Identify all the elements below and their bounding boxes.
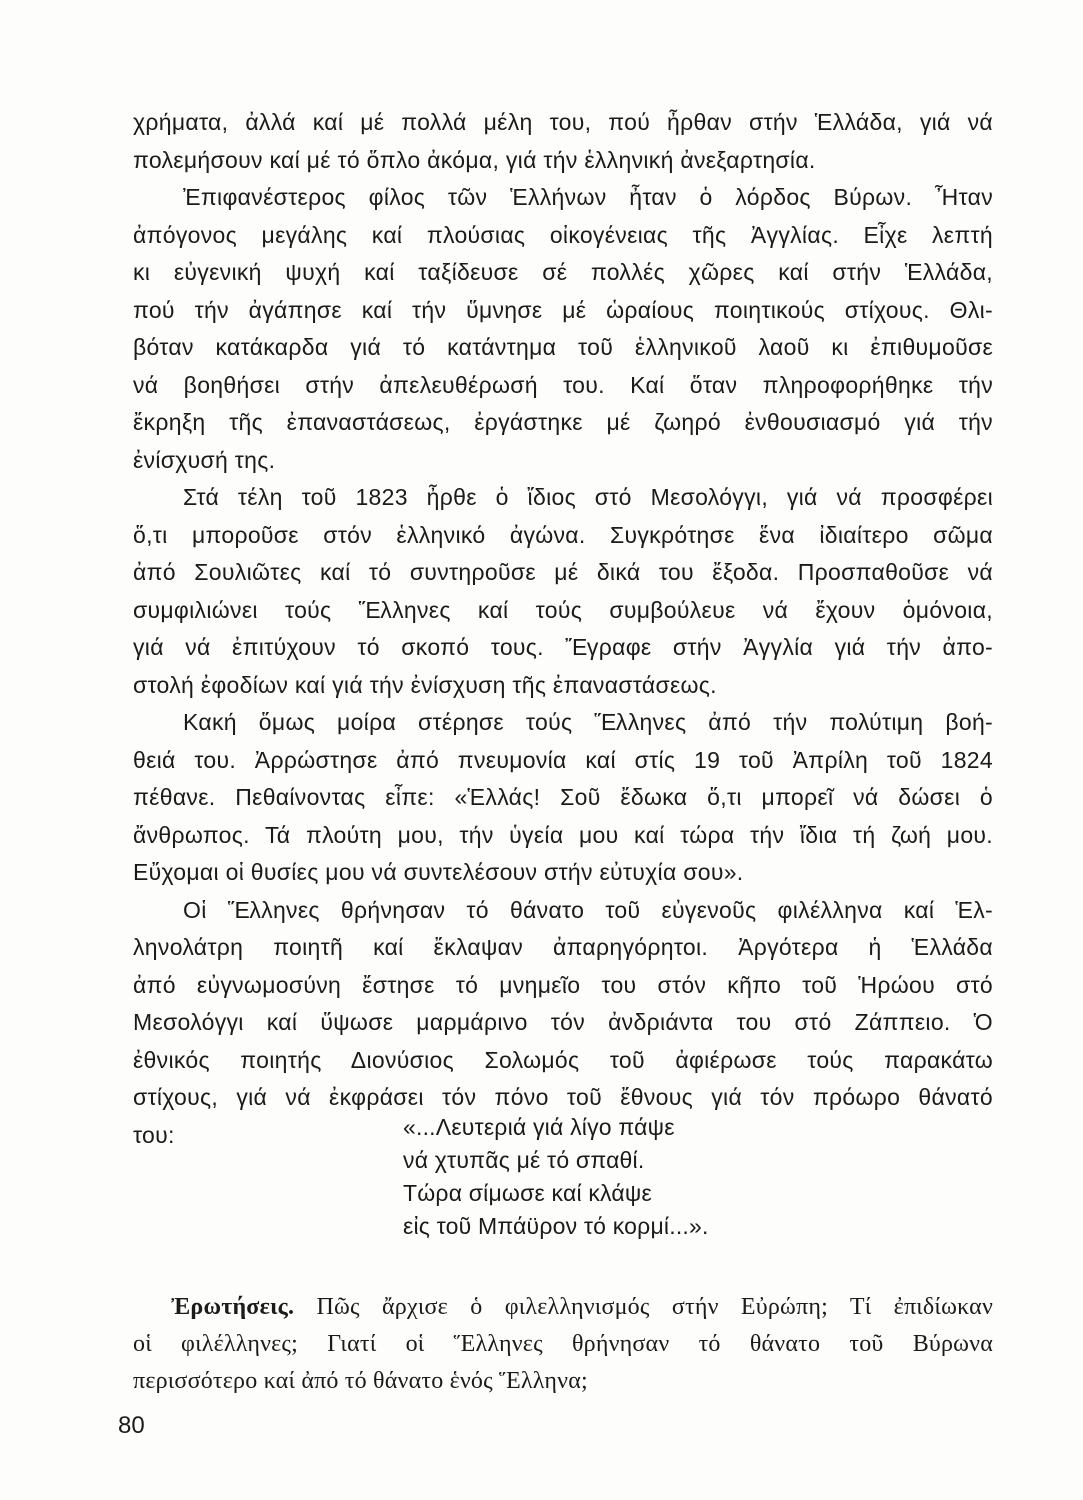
text-line: ἐνίσχυσή της. — [133, 446, 276, 473]
text-line: πολεμήσουν καί μέ τό ὅπλο ἀκόμα, γιά τήν ἑλληνική ἀνεξαρτησία. — [133, 146, 816, 173]
questions-line: περισσότερο καί ἀπό τό θάνατο ἑνός Ἕλληνα; — [133, 1368, 588, 1394]
text-line: κι εὐγενική ψυχή καί ταξίδευσε σέ πολλές χῶρες καί στήν Ἑλλάδα, — [133, 259, 993, 285]
text-line: Ἐπιφανέστερος φίλος τῶν Ἑλλήνων ἦταν ὁ λόρδος Βύρων. Ἦταν — [183, 184, 993, 210]
text-line: ἀπό εὐγνωμοσύνη ἔστησε τό μνημεῖο του στόν κῆπο τοῦ Ἡρώου στό — [133, 971, 993, 998]
text-line: πού τήν ἀγάπησε καί τήν ὕμνησε μέ ὡραίους ποιητικούς στίχους. Θλι- — [133, 296, 993, 323]
text-line: στολή ἐφοδίων καί γιά τήν ἐνίσχυση τῆς ἐπαναστάσεως. — [133, 671, 717, 698]
questions-text: Πῶς ἄρχισε ὁ φιλελληνισμός στήν Εὐρώπη; Τί ἐπιδίωκαν — [294, 1294, 993, 1320]
text-line: ἔκρηξη τῆς ἐπαναστάσεως, ἐργάστηκε μέ ζωηρό ἐνθουσιασμό γιά τήν — [133, 409, 993, 435]
text-line: πέθανε. Πεθαίνοντας εἶπε: «Ἑλλάς! Σοῦ ἔδωκα ὅ,τι μπορεῖ νά δώσει ὁ — [133, 784, 993, 810]
questions-line: οἱ φιλέλληνες; Γιατί οἱ Ἕλληνες θρήνησαν τό θάνατο τοῦ Βύρωνα — [133, 1331, 993, 1357]
questions-label: Ἐρωτήσεις. — [171, 1294, 295, 1320]
text-line: Οἱ Ἕλληνες θρήνησαν τό θάνατο τοῦ εὐγενοῦς φιλέλληνα καί Ἑλ- — [183, 896, 993, 923]
poem-line: Τώρα σίμωσε καί κλάψε — [403, 1180, 652, 1206]
text-line: ὅ,τι μποροῦσε στόν ἑλληνικό ἀγώνα. Συγκρότησε ἕνα ἰδιαίτερο σῶμα — [133, 521, 993, 548]
text-line: ἄνθρωπος. Τά πλούτη μου, τήν ὑγεία μου καί τώρα τήν ἴδια τή ζωή μου. — [133, 821, 993, 848]
poem-stanza — [403, 1111, 823, 1243]
poem-line: νά χτυπᾶς μέ τό σπαθί. — [403, 1147, 645, 1173]
text-line: ληνολάτρη ποιητῆ καί ἔκλαψαν ἀπαρηγόρητοι. Ἀργότερα ἡ Ἑλλάδα — [133, 934, 993, 960]
text-line: στίχους, γιά νά ἐκφράσει τόν πόνο τοῦ ἔθνους γιά τόν πρόωρο θάνατό — [133, 1084, 993, 1110]
text-line: συμφιλιώνει τούς Ἕλληνες καί τούς συμβούλευε νά ἔχουν ὁμόνοια, — [133, 596, 993, 623]
body-text — [133, 104, 993, 1154]
text-line: ἐθνικός ποιητής Διονύσιος Σολωμός τοῦ ἀφιέρωσε τούς παρακάτω — [133, 1046, 993, 1073]
poem-line: «...Λευτεριά γιά λίγο πάψε — [403, 1114, 675, 1140]
text-line: ἀπό Σουλιῶτες καί τό συντηροῦσε μέ δικά του ἔξοδα. Προσπαθοῦσε νά — [133, 559, 993, 585]
text-line: βόταν κατάκαρδα γιά τό κατάντημα τοῦ ἑλληνικοῦ λαοῦ κι ἐπιθυμοῦσε — [133, 334, 993, 360]
page-number: 80 — [118, 1412, 145, 1439]
text-line: Μεσολόγγι καί ὕψωσε μαρμάρινο τόν ἀνδριάντα του στό Ζάππειο. Ὁ — [133, 1009, 993, 1035]
questions-first-line — [133, 1289, 993, 1326]
text-line: νά βοηθήσει στήν ἀπελευθέρωσή του. Καί ὅταν πληροφορήθηκε τήν — [133, 371, 993, 398]
text-line: Εὔχομαι οἱ θυσίες μου νά συντελέσουν στήν εὐτυχία σου». — [133, 859, 744, 885]
poem-line: εἰς τοῦ Μπάϋρον τό κορμί...». — [403, 1213, 709, 1239]
text-line: Στά τέλη τοῦ 1823 ἦρθε ὁ ἴδιος στό Μεσολόγγι, γιά νά προσφέρει — [183, 484, 993, 510]
text-line: του: — [133, 1121, 175, 1148]
text-line: ἀπόγονος μεγάλης καί πλούσιας οἰκογένειας τῆς Ἀγγλίας. Εἶχε λεπτή — [133, 221, 993, 248]
text-line: θειά του. Ἀρρώστησε ἀπό πνευμονία καί στίς 19 τοῦ Ἀπρίλη τοῦ 1824 — [133, 746, 993, 773]
text-line: Κακή ὅμως μοίρα στέρησε τούς Ἕλληνες ἀπό τήν πολύτιμη βοή- — [183, 709, 993, 735]
text-line: γιά νά ἐπιτύχουν τό σκοπό τους. Ἔγραφε στήν Ἀγγλία γιά τήν ἀπο- — [133, 634, 993, 660]
text-line: χρήματα, ἀλλά καί μέ πολλά μέλη του, πού ἦρθαν στήν Ἑλλάδα, γιά νά — [133, 109, 993, 135]
questions-section — [133, 1289, 993, 1400]
